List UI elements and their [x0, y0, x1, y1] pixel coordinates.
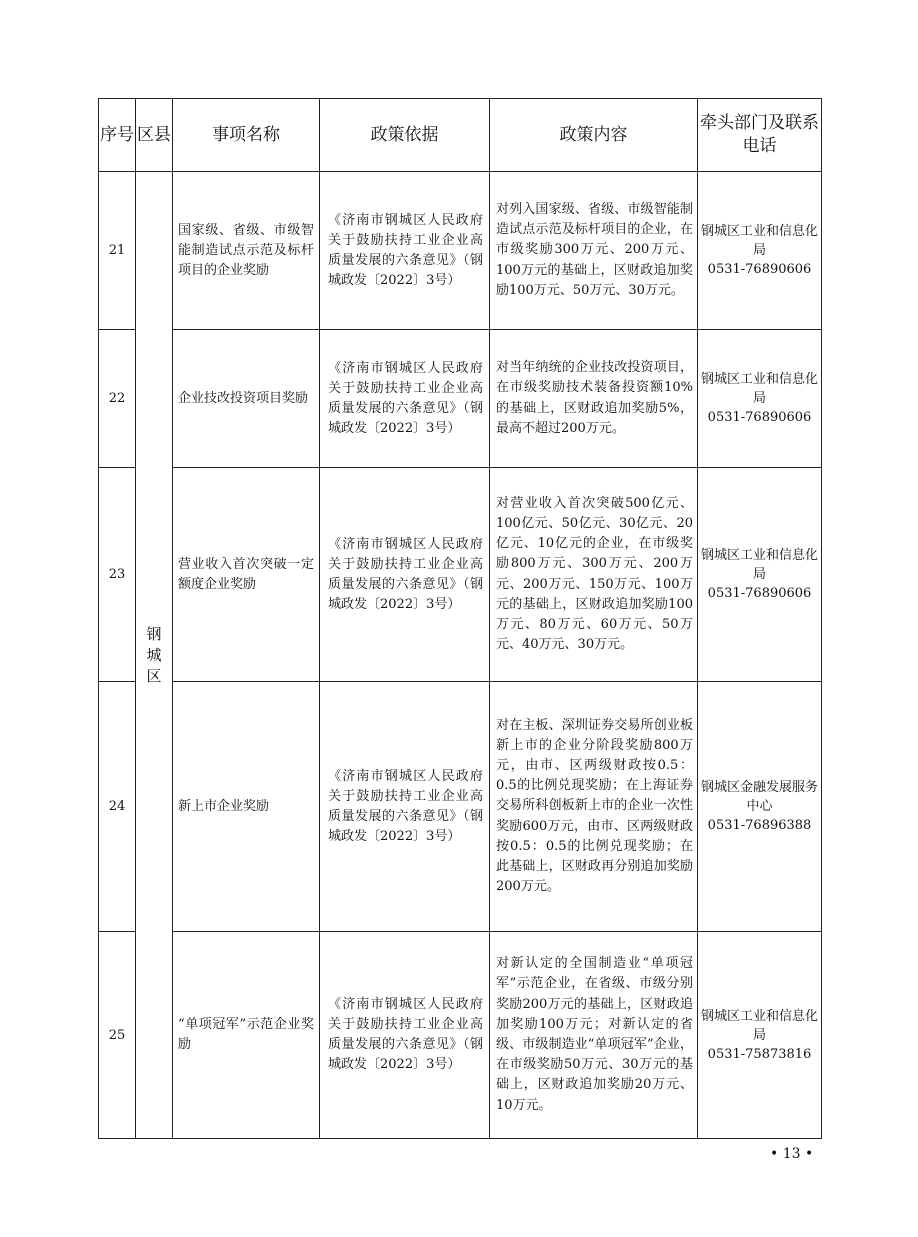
- policy-basis: 《济南市钢城区人民政府关于鼓励扶持工业企业高质量发展的六条意见》（钢城政发〔2022〕3号）: [320, 172, 490, 330]
- policy-basis: 《济南市钢城区人民政府关于鼓励扶持工业企业高质量发展的六条意见》（钢城政发〔2022〕3号）: [320, 682, 490, 932]
- policy-content: 对列入国家级、省级、市级智能制造试点示范及标杆项目的企业，在市级奖励300万元、200万元、100万元的基础上，区财政追加奖励100万元、50万元、30万元。: [490, 172, 698, 330]
- policy-table: [98, 98, 822, 1139]
- district-cell: [136, 172, 173, 1139]
- dept-phone: 0531-76896388: [707, 818, 812, 833]
- table-row: [99, 330, 822, 468]
- item-name: 企业技改投资项目奖励: [173, 330, 320, 468]
- header-dept: 牵头部门及联系电话: [698, 99, 822, 172]
- page-number: • 13 •: [770, 1146, 814, 1162]
- dept-name: 钢城区金融发展服务中心: [701, 780, 819, 814]
- dept-contact: [698, 172, 822, 330]
- row-number: 21: [99, 172, 136, 330]
- dept-phone: 0531-76890606: [707, 586, 812, 601]
- policy-content: 对当年纳统的企业技改投资项目，在市级奖励技术装备投资额10%的基础上，区财政追加奖励5%，最高不超过200万元。: [490, 330, 698, 468]
- policy-content: 对新认定的全国制造业“单项冠军”示范企业，在省级、市级分别奖励200万元的基础上，区财政追加奖励100万元；对新认定的省级、市级制造业“单项冠军”企业，在市级奖励50万元、30万元的基础上，区财政追加奖励20万元、10万元。: [490, 932, 698, 1139]
- header-district: 区县: [136, 99, 173, 172]
- row-number: 24: [99, 682, 136, 932]
- item-name: 营业收入首次突破一定额度企业奖励: [173, 468, 320, 682]
- row-number: 22: [99, 330, 136, 468]
- table-row: [99, 172, 822, 330]
- item-name: 新上市企业奖励: [173, 682, 320, 932]
- policy-basis: 《济南市钢城区人民政府关于鼓励扶持工业企业高质量发展的六条意见》（钢城政发〔2022〕3号）: [320, 932, 490, 1139]
- dept-phone: 0531-75873816: [707, 1046, 812, 1062]
- dept-name: 钢城区工业和信息化局: [701, 548, 819, 582]
- dept-contact: [698, 682, 822, 932]
- row-number: 23: [99, 468, 136, 682]
- dept-contact: [698, 330, 822, 468]
- header-content: 政策内容: [490, 99, 698, 172]
- row-number: 25: [99, 932, 136, 1139]
- dept-phone: 0531-76890606: [707, 262, 812, 277]
- dept-name: 钢城区工业和信息化局: [701, 224, 819, 258]
- dept-name: 钢城区工业和信息化局: [701, 1008, 819, 1043]
- dept-name: 钢城区工业和信息化局: [701, 372, 819, 406]
- table-header-row: [99, 99, 822, 172]
- header-seq: 序号: [99, 99, 136, 172]
- table-row: [99, 932, 822, 1139]
- policy-content: 对营业收入首次突破500亿元、100亿元、50亿元、30亿元、20亿元、10亿元的企业，在市级奖励800万元、300万元、200万元、200万元、150万元、100万元的基础上，区财政追加奖励100万元、80万元、60万元、50万元、40万元、30万元。: [490, 468, 698, 682]
- table-row: [99, 468, 822, 682]
- dept-contact: [698, 932, 822, 1139]
- table-row: [99, 682, 822, 932]
- item-name: “单项冠军”示范企业奖励: [173, 932, 320, 1139]
- policy-content: 对在主板、深圳证券交易所创业板新上市的企业分阶段奖励800万元，由市、区两级财政按0.5：0.5的比例兑现奖励；在上海证券交易所科创板新上市的企业一次性奖励600万元，由市、区两级财政按0.5：0.5的比例兑现奖励；在此基础上，区财政再分别追加奖励200万元。: [490, 682, 698, 932]
- item-name: 国家级、省级、市级智能制造试点示范及标杆项目的企业奖励: [173, 172, 320, 330]
- policy-basis: 《济南市钢城区人民政府关于鼓励扶持工业企业高质量发展的六条意见》（钢城政发〔2022〕3号）: [320, 468, 490, 682]
- dept-phone: 0531-76890606: [707, 410, 812, 425]
- dept-contact: [698, 468, 822, 682]
- header-basis: 政策依据: [320, 99, 490, 172]
- policy-basis: 《济南市钢城区人民政府关于鼓励扶持工业企业高质量发展的六条意见》（钢城政发〔2022〕3号）: [320, 330, 490, 468]
- header-item: 事项名称: [173, 99, 320, 172]
- district-name: 钢城区: [146, 624, 162, 685]
